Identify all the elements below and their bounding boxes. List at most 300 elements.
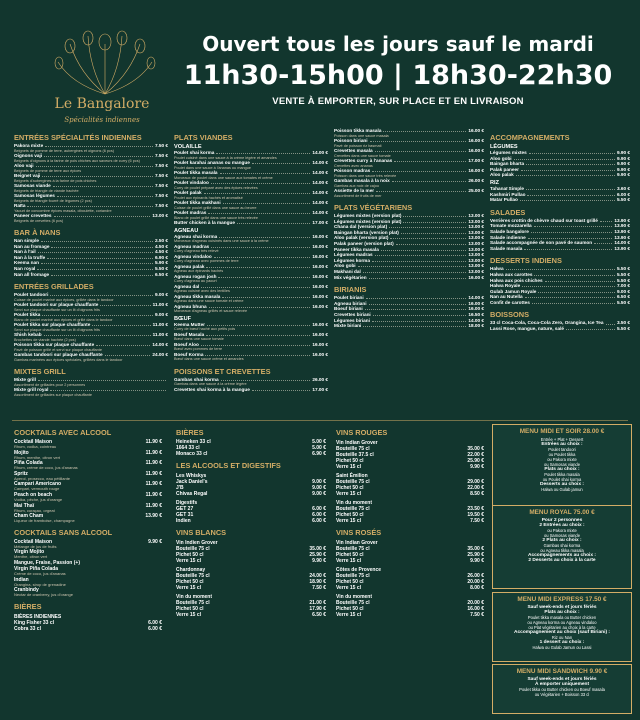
subsection-title: AGNEAU xyxy=(174,227,199,234)
item-price: 16.00 € xyxy=(468,274,484,280)
section-divider xyxy=(12,420,628,421)
item-price: 9.00 € xyxy=(154,312,168,318)
item-name: Verre 15 cl xyxy=(336,491,362,497)
section-title: ENTRÉES GRILLADES xyxy=(14,282,94,292)
dot-leader xyxy=(525,294,615,298)
item-price: 17.90 € xyxy=(309,606,326,612)
item-name: Paneer tikka masala xyxy=(334,246,379,252)
item-description: Agneau dans une sauce tomate et crème xyxy=(174,299,244,304)
item-description: Morceaux d'agneau cuisinés dans une sauce à la crème xyxy=(174,239,269,244)
item-price: 13.00 € xyxy=(468,246,484,252)
item-description: Crème de coco, jus d'ananas xyxy=(14,571,66,576)
set-menu-line: 2 Desserts au choix à la carte xyxy=(528,558,596,563)
item-name: Baingan bharta xyxy=(490,161,525,167)
item-price: 11.00 € xyxy=(152,332,168,338)
dot-leader xyxy=(41,260,153,264)
subsection-title: Les Whiskys xyxy=(176,473,207,479)
dot-leader xyxy=(42,312,153,316)
item-name: Bouteille 75 cl xyxy=(176,546,210,552)
item-name: Cham Cham xyxy=(14,513,44,520)
subsection-title: Vin Indian Grover xyxy=(336,440,378,446)
item-price: 13.00 € xyxy=(468,257,484,263)
dot-leader xyxy=(205,352,310,356)
item-name: Pichet 50 cl xyxy=(336,579,364,585)
item-description: Vodka, pêche, jus d'orange xyxy=(14,497,63,502)
item-name: Pichet 50 cl xyxy=(176,552,204,558)
item-name: Crevettes masala xyxy=(334,148,373,153)
item-name: Nan à la truffe xyxy=(14,254,46,260)
item-price: 20.00 € xyxy=(467,600,484,606)
item-name: Assiette de la mer xyxy=(334,188,375,193)
subsection-title: Vin du moment xyxy=(336,594,373,600)
subsection-title: VOLAILLE xyxy=(174,144,202,150)
item-price: 35.00 € xyxy=(309,546,326,552)
item-price: 9.90 € xyxy=(616,150,630,155)
item-name: Nan à l'ail xyxy=(14,249,36,255)
item-description: Rhum, menthe, citron vert xyxy=(14,455,61,460)
item-name: Cocktail Maison xyxy=(14,439,53,445)
item-name: Agneau biriani xyxy=(334,300,367,306)
set-menu-title: MENU MIDI SANDWICH 9.90 € xyxy=(516,668,608,675)
item-price: 3.60 € xyxy=(616,185,630,191)
dot-leader xyxy=(545,278,615,282)
item-name: Campari Americano xyxy=(14,481,62,488)
item-price: 16.00 € xyxy=(468,138,484,143)
set-menu-line: 2 Plats au choix : xyxy=(542,538,582,543)
item-description: Beignets d'oignons à la farine de pois chiches aux saveurs de curry (6 pcs) xyxy=(14,158,140,163)
item-name: Nan royal xyxy=(14,265,36,271)
set-menu-box xyxy=(492,424,632,508)
item-price: 7.50 € xyxy=(154,173,168,178)
item-description: Orangina, sirop de grenadine xyxy=(14,582,66,587)
dot-leader xyxy=(532,300,615,304)
section-title: ACCOMPAGNEMENTS xyxy=(490,133,570,142)
item-description: Curry d'agneau au yaourt xyxy=(174,279,217,284)
menu-item xyxy=(490,326,630,332)
item-name: Bouteille 75 cl xyxy=(176,600,210,606)
section-title: ENTRÉES SPÉCIALITÉS INDIENNES xyxy=(14,133,142,142)
item-name: Butter chicken à la mangue xyxy=(174,220,235,225)
opening-days: Ouvert tous les jours sauf le mardi xyxy=(202,32,594,56)
set-menu-line: Plats au choix : xyxy=(544,610,580,615)
dot-leader xyxy=(47,255,153,259)
subsection-title: Vin Indian Grover xyxy=(336,540,378,546)
item-description: Servi sur plaque chauffante sur un lit d'oignons frits xyxy=(14,327,100,332)
item-price: 13.00 € xyxy=(468,218,484,224)
item-price: 5.50 € xyxy=(616,266,630,272)
dot-leader xyxy=(372,258,466,262)
item-price: 5.00 € xyxy=(312,445,326,451)
set-menu-line: Sauf week-ends et jours fériés xyxy=(527,605,597,610)
item-description: Beignets de crevettes (6 pcs) xyxy=(14,218,64,223)
item-name: Verrières crottin de chèvre chaud sur toast grillé xyxy=(490,217,598,223)
item-name: Bouteille 75 cl xyxy=(336,546,370,552)
dot-leader xyxy=(375,252,467,256)
dot-leader xyxy=(54,213,151,217)
dot-leader xyxy=(211,180,310,184)
section-title: PLATS VIANDES xyxy=(174,133,233,142)
dot-leader xyxy=(526,161,615,165)
item-price: 9.00 € xyxy=(616,288,630,294)
set-menu-line: ou Agneau tikka masala xyxy=(540,548,584,553)
item-price: 3.50 € xyxy=(616,320,630,326)
dot-leader xyxy=(369,301,467,305)
item-name: Agneau madras xyxy=(174,243,210,249)
set-menu-line: ou Agneau korma ou Agneau vindaloo xyxy=(527,620,597,625)
item-description: Assortiment de fruits de mer xyxy=(334,193,382,198)
set-menu-line: ou Samosas viande xyxy=(544,462,580,467)
item-price: 13.90 € xyxy=(614,223,630,229)
item-name: Crevettes shai korma à la mangue xyxy=(174,386,250,392)
item-price: 4.50 € xyxy=(154,243,168,249)
item-price: 22.00 € xyxy=(467,452,484,458)
item-price: 9.00 € xyxy=(312,491,326,497)
dot-leader xyxy=(42,173,153,177)
item-price: 13.00 € xyxy=(468,229,484,235)
drinks-column xyxy=(176,424,326,720)
item-name: Mixte biriani xyxy=(334,323,362,329)
item-price: 5.00 € xyxy=(312,439,326,445)
item-price: 9.00 € xyxy=(154,292,168,298)
item-name: Pichet 50 cl xyxy=(336,552,364,558)
item-price: 9.90 € xyxy=(616,172,630,178)
item-name: Crevettes biriani xyxy=(334,311,371,317)
item-name: Poisson biriani xyxy=(334,138,368,143)
item-price: 8.50 € xyxy=(470,491,484,497)
item-name: Agneau dal xyxy=(174,283,200,289)
item-description: Pavé de poisson grillé et servi sur plaque chauffante xyxy=(14,347,102,352)
drink-item xyxy=(336,518,484,524)
item-name: Baingan bharta (version plat) xyxy=(334,229,399,235)
item-price: 13.90 € xyxy=(614,234,630,240)
item-price: 11.90 € xyxy=(145,470,162,477)
section-title: COCKTAILS SANS ALCOOL xyxy=(14,527,113,537)
item-price: 5.50 € xyxy=(616,326,630,332)
item-name: Bouteille 75 cl xyxy=(176,573,210,579)
item-price: 13.00 € xyxy=(468,224,484,230)
dot-leader xyxy=(105,352,151,356)
section-title: BIRIANIS xyxy=(334,285,367,295)
item-name: Bouteille 75 cl xyxy=(336,479,370,485)
item-name: Palak paneer xyxy=(490,166,519,172)
item-description: Curry d'agneau avec pommes de terre xyxy=(174,259,239,264)
dot-leader xyxy=(522,283,615,287)
item-price: 16.00 € xyxy=(312,263,328,269)
item-name: Halwa aux pois chiches xyxy=(490,277,543,283)
item-description: Poulet dans une sauce à l'ananas ou mangue xyxy=(174,165,251,170)
item-description: Poulet aux épinards hachés et aromatisé xyxy=(174,195,243,200)
item-name: Tomate mozzarella xyxy=(490,223,532,229)
item-name: Aloo gobi xyxy=(334,263,356,269)
menu-item xyxy=(334,275,484,281)
item-price: 13.00 € xyxy=(152,213,168,218)
item-name: Chivas Regal xyxy=(176,491,208,497)
dot-leader xyxy=(38,249,153,253)
section-title: VINS ROSÉS xyxy=(336,528,382,537)
set-menu-title: MENU MIDI EXPRESS 17.50 € xyxy=(517,596,607,603)
item-price: 13.90 € xyxy=(614,245,630,251)
menu-item xyxy=(174,387,328,393)
item-price: 11.90 € xyxy=(145,481,162,488)
item-name: Poulet tikka sur plaque chauffante xyxy=(14,322,91,328)
subsection-title: Vin Indien Grover xyxy=(176,540,218,546)
set-menu-line: Plats au choix : xyxy=(544,467,580,472)
item-price: 8.00 € xyxy=(470,585,484,591)
set-menu-box xyxy=(492,592,632,662)
dot-leader xyxy=(606,320,615,324)
item-name: Aloo gobi xyxy=(490,155,512,161)
item-name: Gambas tandoori sur plaque chauffante xyxy=(14,352,103,358)
item-price: 11.90 € xyxy=(145,460,162,467)
item-name: Peach on beach xyxy=(14,491,53,498)
item-description: Servi sur plaque chauffante sur un lit d'oignons frits xyxy=(14,307,100,312)
item-price: 13.00 € xyxy=(468,268,484,274)
item-description: Campari, vermouth rouge xyxy=(14,487,60,492)
item-price: 18.90 € xyxy=(309,579,326,585)
item-name: Nan all fromage xyxy=(14,271,50,277)
dot-leader xyxy=(528,235,613,239)
item-price: 5.50 € xyxy=(616,277,630,283)
section-title: LES ALCOOLS ET DIGESTIFS xyxy=(176,461,281,470)
item-price: 16.00 € xyxy=(468,306,484,312)
dot-leader xyxy=(27,203,152,207)
item-description: Morceaux d'agneau grillés et sauce relevée xyxy=(174,309,248,314)
item-price: 17.00 € xyxy=(468,158,484,163)
item-price: 16.50 € xyxy=(468,311,484,317)
subsection-title: RIZ xyxy=(490,179,500,186)
item-name: Agneau tikka masala xyxy=(174,293,221,299)
drink-item xyxy=(336,612,484,618)
section-title: BOISSONS xyxy=(490,310,530,320)
restaurant-tagline: Spécialités indiennes xyxy=(64,116,140,124)
item-name: Shish kebab xyxy=(14,332,42,338)
item-name: Agneau rogan josh xyxy=(174,273,217,279)
item-price: 16.00 € xyxy=(468,128,484,133)
item-price: 16.00 € xyxy=(468,148,484,153)
item-price: 13.00 € xyxy=(468,263,484,269)
item-name: Bouteille 37.5 cl xyxy=(336,452,374,458)
item-price: 19.50 € xyxy=(467,512,484,518)
item-price: 16.00 € xyxy=(312,283,328,289)
item-price: 16.00 € xyxy=(312,233,328,239)
service-modes: VENTE À EMPORTER, SUR PLACE ET EN LIVRAISON xyxy=(272,96,524,107)
dot-leader xyxy=(389,224,466,228)
item-name: Mojito xyxy=(14,449,29,456)
item-price: 14.00 € xyxy=(468,295,484,301)
item-name: Boeuf Aloo xyxy=(174,341,199,347)
item-price: 2.50 € xyxy=(154,238,168,243)
section-title: BIÈRES xyxy=(176,428,204,437)
item-description: Bœuf avec pommes de terre xyxy=(174,347,223,352)
dot-leader xyxy=(208,210,310,214)
item-price: 4.50 € xyxy=(154,249,168,255)
item-description: Gambas marinées aux épices spéciales, grillées dans le tandoor xyxy=(14,357,123,362)
item-price: 9.00 € xyxy=(312,485,326,491)
item-description: Beignets de triangle fourré de légumes (2 pcs) xyxy=(14,198,92,203)
item-description: Rhum, vodka, cointreau xyxy=(14,445,57,449)
dot-leader xyxy=(221,377,311,381)
item-price: 7.50 € xyxy=(154,193,168,198)
item-name: Samosas viande xyxy=(14,183,51,188)
item-name: Poulet vindaloo xyxy=(174,180,209,185)
dot-leader xyxy=(365,306,467,310)
item-name: Palak paneer (version plat) xyxy=(334,240,394,246)
item-name: Verre 15 cl xyxy=(176,585,202,591)
item-name: Légumes mixtes (version plat) xyxy=(334,213,402,218)
item-price: 7.50 € xyxy=(470,518,484,524)
item-name: Poulet madras xyxy=(174,210,207,215)
dot-leader xyxy=(201,284,310,288)
dot-leader xyxy=(237,220,310,224)
item-price: 18.00 € xyxy=(468,323,484,329)
item-name: Verre 15 cl xyxy=(176,558,202,564)
set-menu-line: Halwa ou Gulab Jamun ou Lassi xyxy=(532,645,592,650)
dot-leader xyxy=(207,322,310,326)
item-name: Beignet vaji xyxy=(14,173,41,178)
item-price: 11.00 € xyxy=(152,322,168,328)
dot-leader xyxy=(218,274,310,278)
item-description: Pavé de poisson riz basmati xyxy=(334,143,382,148)
item-name: Bouteille 75 cl xyxy=(336,446,370,452)
item-name: Virgin Mojito xyxy=(14,549,45,556)
item-description: Curry d'agneau très relevé xyxy=(174,249,219,254)
item-name: Nan au fromage xyxy=(14,243,50,249)
item-description: Assortiment de grillades sur plaque chauffante xyxy=(14,392,93,397)
item-name: Cranbindy xyxy=(14,587,39,594)
dot-leader xyxy=(375,148,467,152)
dot-leader xyxy=(366,295,467,299)
item-description: Agneau aux épinards hachés xyxy=(174,269,224,274)
menu-column xyxy=(174,128,328,418)
section-title: DESSERTS INDIENS xyxy=(490,256,562,266)
item-price: 23.50 € xyxy=(467,506,484,512)
set-menu-title: MENU ROYAL 75.00 € xyxy=(529,509,595,516)
item-price: 17.00 € xyxy=(312,220,328,225)
section-title: VINS BLANCS xyxy=(176,528,227,537)
dot-leader xyxy=(211,244,310,248)
dot-leader xyxy=(222,294,310,298)
item-price: 9.90 € xyxy=(616,161,630,167)
item-name: Poulet tandoori xyxy=(14,292,49,298)
item-price: 16.00 € xyxy=(312,293,328,299)
dot-leader xyxy=(44,332,151,336)
dot-leader xyxy=(36,163,153,167)
item-price: 7.50 € xyxy=(154,183,168,188)
item-price: 11.90 € xyxy=(145,502,162,509)
subsection-title: BIÈRES INDIENNES xyxy=(14,613,62,620)
item-price: 17.00 € xyxy=(312,386,328,392)
dot-leader xyxy=(370,138,467,142)
item-name: Verre 15 cl xyxy=(336,518,362,524)
drink-item xyxy=(176,585,326,591)
item-description: Cuisse de poulet mariné aux épices, grillée dans le tandoor xyxy=(14,297,114,302)
item-name: Keema nan xyxy=(14,260,40,266)
item-description: Cuisse de poulet grillé dans une sauce au beurre xyxy=(174,205,257,210)
item-name: Heineken 33 cl xyxy=(176,439,211,445)
item-name: GET 27 xyxy=(176,506,194,512)
set-menu-line: ou Samosas viande xyxy=(544,533,580,538)
peacock-feather-logo-icon xyxy=(40,14,170,144)
item-price: 25.90 € xyxy=(309,552,326,558)
item-price: 5.90 € xyxy=(154,260,168,266)
item-name: Indian xyxy=(14,576,29,583)
item-name: Verre 15 cl xyxy=(336,585,362,591)
dot-leader xyxy=(100,302,150,306)
item-name: Virgin Piña Colada xyxy=(14,565,59,572)
item-price: 9.90 € xyxy=(312,558,326,564)
dot-leader xyxy=(403,219,466,223)
dot-leader xyxy=(96,342,150,346)
item-price: 7.50 € xyxy=(154,203,168,208)
item-price: 6.00 € xyxy=(148,619,162,626)
item-price: 6.50 € xyxy=(154,271,168,277)
item-price: 26.00 € xyxy=(312,376,328,382)
item-name: Bouteille 75 cl xyxy=(336,573,370,579)
item-price: 6.00 € xyxy=(616,191,630,197)
item-price: 9.90 € xyxy=(616,166,630,172)
item-name: Boeuf biriani xyxy=(334,306,363,312)
item-name: Bouteille 75 cl xyxy=(336,506,370,512)
dot-leader xyxy=(531,229,613,233)
item-name: Pichet 50 cl xyxy=(176,579,204,585)
item-name: Confit de carottes xyxy=(490,299,530,305)
set-menu-line: Gambas shai korma xyxy=(543,543,581,548)
item-price: 24.00 € xyxy=(152,352,168,358)
drinks-column xyxy=(336,424,484,720)
item-name: Spritz xyxy=(14,470,28,477)
item-name: Pichet 50 cl xyxy=(176,606,204,612)
dot-leader xyxy=(376,188,466,192)
item-price: 16.00 € xyxy=(468,300,484,306)
item-name: Poisson madras xyxy=(334,168,371,173)
item-price: 7.50 € xyxy=(470,612,484,618)
menu-column xyxy=(490,128,630,418)
set-menu-title: MENU MIDI ET SOIR 28.00 € xyxy=(519,428,605,435)
item-price: 5.50 € xyxy=(616,197,630,203)
dot-leader xyxy=(534,272,614,276)
item-price: 25.00 € xyxy=(468,188,484,193)
dot-leader xyxy=(390,235,466,239)
item-price: 14.00 € xyxy=(312,190,328,195)
item-description: Curry de bœuf haché aux petits pois xyxy=(174,327,236,332)
set-menu-line: Halwa ou Gulab jamun xyxy=(541,487,583,492)
item-name: Aloo vaji xyxy=(14,163,34,168)
item-name: Poulet tikka xyxy=(14,312,41,318)
item-description: Nectar de cranberry, jus d'orange xyxy=(14,593,73,598)
item-price: 16.00 € xyxy=(312,243,328,249)
item-name: Mangue, Fraise, Passion (+) xyxy=(14,559,80,566)
menu-item xyxy=(490,300,630,306)
item-name: Pakora mixte xyxy=(14,143,44,148)
item-price: 25.90 € xyxy=(467,552,484,558)
dot-leader xyxy=(381,247,467,251)
item-name: GET 31 xyxy=(176,512,194,518)
item-price: 5.50 € xyxy=(154,265,168,271)
item-name: King Fisher 33 cl xyxy=(14,619,55,626)
dot-leader xyxy=(514,156,615,160)
item-description: Poisson dans une sauce masala xyxy=(334,133,389,138)
item-description: Gambas aux noix de cajou xyxy=(334,183,379,188)
set-menu-line: À emporter uniquement xyxy=(534,682,590,687)
set-menu-line: Poulet tikka masala ou Butter chicken xyxy=(527,615,597,620)
item-description: Gambas dans une sauce à la crème légère xyxy=(174,382,247,387)
item-name: Poulet tikka makhani xyxy=(174,200,221,205)
drink-item xyxy=(176,451,326,457)
dot-leader xyxy=(50,292,153,296)
item-name: 1664 33 cl xyxy=(176,445,200,451)
item-description: Liqueur de framboise, champagne xyxy=(14,519,75,524)
set-menu-line: ou Plat végétarien au choix à la carte xyxy=(528,625,596,630)
